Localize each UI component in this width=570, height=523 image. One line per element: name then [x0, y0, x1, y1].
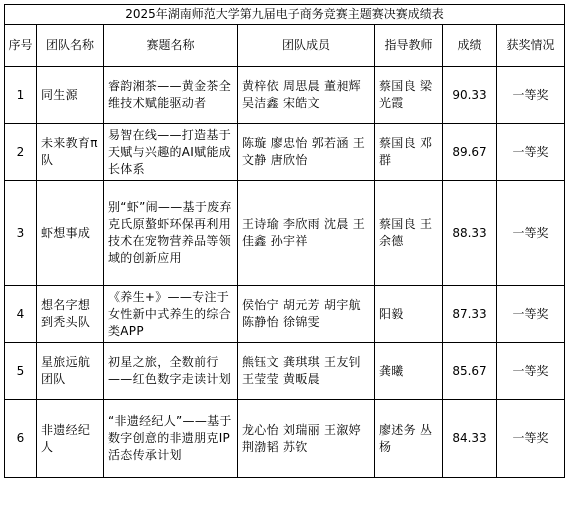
team-name: 星旅远航团队 [37, 343, 104, 400]
table-row [5, 67, 565, 124]
award: 一等奖 [497, 400, 565, 478]
row-index: 1 [5, 67, 37, 124]
header-score: 成绩 [443, 25, 497, 67]
team-members: 黄梓依 周思晨 董昶辉 吴洁鑫 宋皓文 [238, 67, 375, 124]
score: 88.33 [443, 181, 497, 286]
row-index: 2 [5, 124, 37, 181]
advisor: 廖述务 丛杨 [375, 400, 443, 478]
header-row [5, 25, 565, 67]
work-title: 别“虾”闹——基于废弃克氏原螯虾环保再利用技术在宠物营养品等领域的创新应用 [104, 181, 238, 286]
advisor: 蔡国良 王余德 [375, 181, 443, 286]
table-row [5, 400, 565, 478]
advisor: 蔡国良 邓群 [375, 124, 443, 181]
table-row [5, 286, 565, 343]
advisor: 阳毅 [375, 286, 443, 343]
award: 一等奖 [497, 124, 565, 181]
header-team: 团队名称 [37, 25, 104, 67]
score: 90.33 [443, 67, 497, 124]
team-members: 陈璇 廖忠怡 郭若涵 王文静 唐欣怡 [238, 124, 375, 181]
header-index: 序号 [5, 25, 37, 67]
team-members: 侯怡宁 胡元芳 胡宇航 陈静怡 徐锦雯 [238, 286, 375, 343]
table-title: 2025年湖南师范大学第九届电子商务竞赛主题赛决赛成绩表 [5, 5, 565, 25]
award: 一等奖 [497, 343, 565, 400]
team-name: 非遗经纪人 [37, 400, 104, 478]
team-name: 想名字想到秃头队 [37, 286, 104, 343]
team-members: 龙心怡 刘瑞丽 王溆婷 荆渤韬 苏钦 [238, 400, 375, 478]
row-index: 5 [5, 343, 37, 400]
row-index: 4 [5, 286, 37, 343]
table-row [5, 181, 565, 286]
header-advisor: 指导教师 [375, 25, 443, 67]
table-row [5, 124, 565, 181]
team-name: 虾想事成 [37, 181, 104, 286]
results-table [4, 4, 565, 478]
score: 84.33 [443, 400, 497, 478]
team-members: 熊钰文 龚琪琪 王友钊 王莹莹 黄畈晨 [238, 343, 375, 400]
work-title: 初星之旅，全数前行——红色数字走读计划 [104, 343, 238, 400]
award: 一等奖 [497, 181, 565, 286]
row-index: 3 [5, 181, 37, 286]
work-title: 《养生+》——专注于女性新中式养生的综合类APP [104, 286, 238, 343]
work-title: 易智在线——打造基于天赋与兴趣的AI赋能成长体系 [104, 124, 238, 181]
score: 89.67 [443, 124, 497, 181]
header-members: 团队成员 [238, 25, 375, 67]
header-work: 赛题名称 [104, 25, 238, 67]
award: 一等奖 [497, 67, 565, 124]
team-name: 同生源 [37, 67, 104, 124]
results-sheet [4, 4, 564, 478]
team-name: 未来教育π队 [37, 124, 104, 181]
work-title: “非遗经纪人”——基于数字创意的非遗朋克IP活态传承计划 [104, 400, 238, 478]
work-title: 睿韵湘茶——黄金茶全维技术赋能驱动者 [104, 67, 238, 124]
advisor: 蔡国良 梁光霞 [375, 67, 443, 124]
score: 85.67 [443, 343, 497, 400]
advisor: 龚曦 [375, 343, 443, 400]
table-row [5, 343, 565, 400]
row-index: 6 [5, 400, 37, 478]
award: 一等奖 [497, 286, 565, 343]
header-award: 获奖情况 [497, 25, 565, 67]
team-members: 王诗瑜 李欣雨 沈晨 王佳鑫 孙宇祥 [238, 181, 375, 286]
score: 87.33 [443, 286, 497, 343]
